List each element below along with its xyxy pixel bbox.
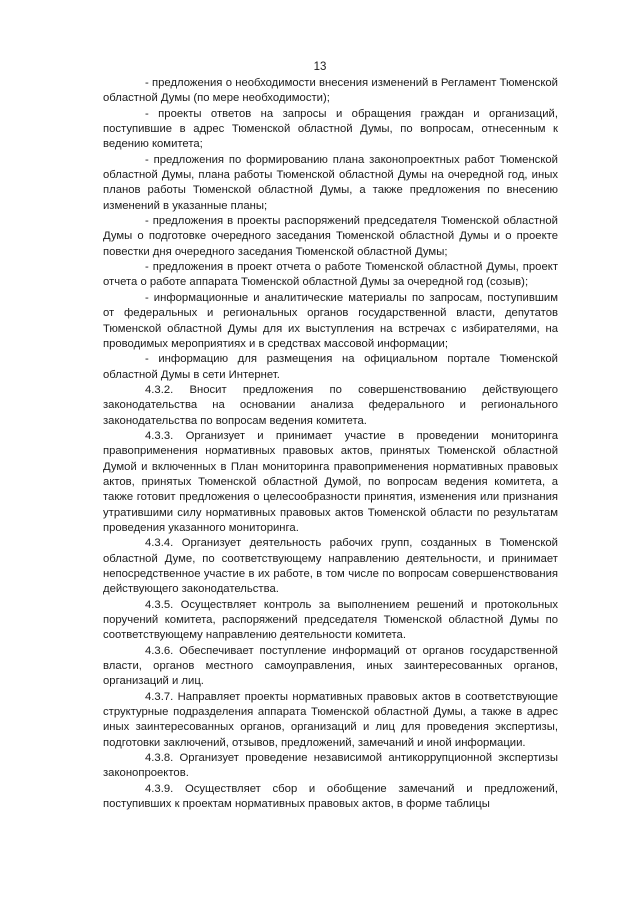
paragraph-4-3-9: 4.3.9. Осуществляет сбор и обобщение замечаний и предложений, поступивших к проектам нормативных правовых актов, в форме таблицы [103,782,558,811]
paragraph-4-3-3: 4.3.3. Организует и принимает участие в проведении мониторинга правоприменения нормативных правовых актов, принятых Тюменской областной Думой и включенных в План мониторинга правоприменения нормативных правовых актов, принятых Тюменской областной Думой, по вопросам ведения комитета, а также готовит предложения о целесообразности принятия, изменения или признания утратившими силу нормативных правовых актов Тюменской области по результатам проведения указанного мониторинга. [103,429,558,534]
paragraph-portal-information: - информацию для размещения на официальном портале Тюменской областной Думы в сети Интернет. [103,353,558,381]
paragraph-4-3-5: 4.3.5. Осуществляет контроль за выполнением решений и протокольных поручений комитета, распоряжений председателя Тюменской областной Думы по соответствующему направлению деятельности комитета. [103,598,558,642]
paragraph-analytical-materials: - информационные и аналитические материалы по запросам, поступившим от федеральных и региональных органов государственной власти, депутатов Тюменской областной Думы для их выступления на встречах с избирателями, на проводимых мероприятиях и в средствах массовой информации; [103,291,558,350]
paragraph-work-plan-proposals: - предложения по формированию плана законопроектных работ Тюменской областной Думы, плана работы Тюменской областной Думы на очередной год, иных планов работы Тюменской областной Думы, а также предложения по внесению изменений в указанные планы; [103,153,558,212]
paragraph-4-3-6: 4.3.6. Обеспечивает поступление информаций от органов государственной власти, органов местного самоуправления, иных заинтересованных органов, организаций и лиц. [103,644,558,688]
document-body [103,76,558,813]
page-number: 13 [313,61,327,73]
paragraph-session-preparation: - предложения в проекты распоряжений председателя Тюменской областной Думы о подготовке очередного заседания Тюменской областной Думы и о проекте повестки дня очередного заседания Тюменской областной Думы; [103,215,558,258]
paragraph-proposals-regulation: - предложения о необходимости внесения изменений в Регламент Тюменской областной Думы (по мере необходимости); [103,77,558,105]
paragraph-4-3-8: 4.3.8. Организует проведение независимой антикоррупционной экспертизы законопроектов. [103,752,558,780]
paragraph-draft-responses: - проекты ответов на запросы и обращения граждан и организаций, поступившие в адрес Тюменской областной Думы, по вопросам, отнесенным к ведению комитета; [103,107,558,151]
paragraph-4-3-2: 4.3.2. Вносит предложения по совершенствованию действующего законодательства на основании анализа федерального и регионального законодательства по вопросам ведения комитета. [103,383,558,427]
paragraph-4-3-4: 4.3.4. Организует деятельность рабочих групп, созданных в Тюменской областной Думе, по соответствующему направлению деятельности, и принимает непосредственное участие в их работе, в том числе по вопросам совершенствования действующего законодательства. [103,537,558,596]
paragraph-4-3-7: 4.3.7. Направляет проекты нормативных правовых актов в соответствующие структурные подразделения аппарата Тюменской областной Думы, а также в адрес иных заинтересованных органов, организаций и лиц для проведения экспертизы, подготовки заключений, отзывов, предложений, замечаний и иной информации. [103,690,558,749]
paragraph-report-proposals: - предложения в проект отчета о работе Тюменской областной Думы, проект отчета о работе аппарата Тюменской областной Думы за очередной год (созыв); [103,261,558,289]
